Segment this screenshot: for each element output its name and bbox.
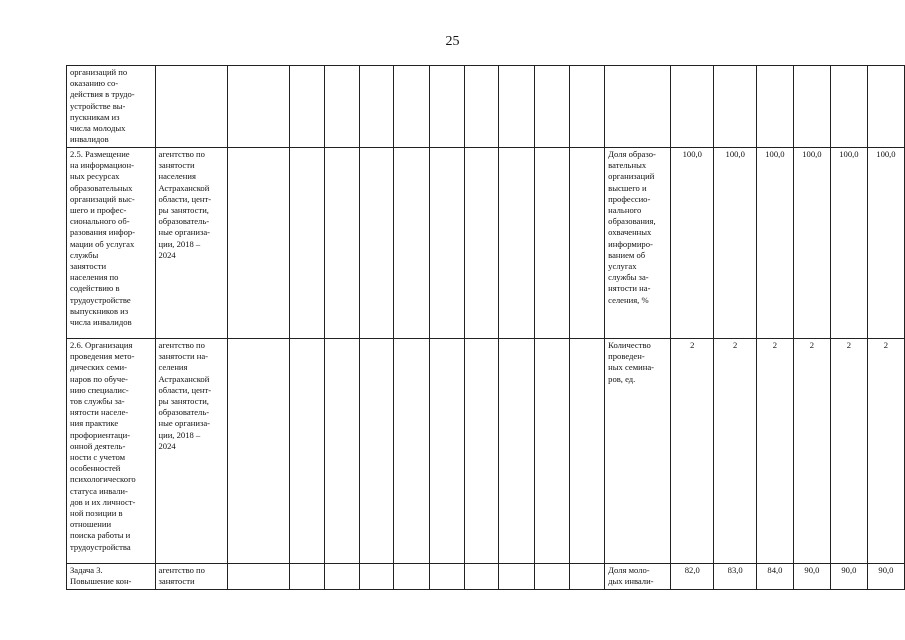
empty-cell xyxy=(394,148,429,339)
empty-cell xyxy=(325,564,359,590)
value-cell: 90,0 xyxy=(867,564,904,590)
empty-cell xyxy=(499,66,534,148)
empty-cell xyxy=(290,339,325,564)
value-cell: 2 xyxy=(671,339,714,564)
empty-cell xyxy=(325,339,359,564)
empty-cell xyxy=(359,66,393,148)
empty-cell xyxy=(394,66,429,148)
indicator-cell: Доля моло- дых инвали- xyxy=(605,564,671,590)
activity-name-cell: Задача 3. Повышение кон- xyxy=(67,564,156,590)
empty-cell xyxy=(464,66,498,148)
empty-cell xyxy=(534,339,569,564)
table-row xyxy=(67,66,905,148)
empty-cell xyxy=(534,564,569,590)
empty-cell xyxy=(464,148,498,339)
empty-cell xyxy=(569,339,604,564)
empty-cell xyxy=(499,564,534,590)
value-cell: 100,0 xyxy=(671,148,714,339)
value-cell: 100,0 xyxy=(793,148,830,339)
table-row xyxy=(67,564,905,590)
value-cell xyxy=(671,66,714,148)
value-cell: 2 xyxy=(756,339,793,564)
activity-name-cell: 2.6. Организация проведения мето- дических семи- наров по обуче- нию специалис- тов службы за- нятости населе- ния практике профориентаци- онной деятель- ности с учетом особенностей психологического статуса инвали- дов и их личност- ной позиции в отношении поиска работы и трудоустройства xyxy=(67,339,156,564)
empty-cell xyxy=(499,339,534,564)
empty-cell xyxy=(290,66,325,148)
value-cell: 100,0 xyxy=(867,148,904,339)
empty-cell xyxy=(569,564,604,590)
table-row xyxy=(67,339,905,564)
empty-cell xyxy=(359,339,393,564)
value-cell: 2 xyxy=(793,339,830,564)
empty-cell xyxy=(359,564,393,590)
empty-cell xyxy=(394,339,429,564)
empty-cell xyxy=(325,66,359,148)
empty-cell xyxy=(429,564,464,590)
value-cell xyxy=(867,66,904,148)
executors-cell xyxy=(155,66,228,148)
value-cell: 83,0 xyxy=(714,564,756,590)
empty-cell xyxy=(290,148,325,339)
empty-cell xyxy=(429,339,464,564)
value-cell: 100,0 xyxy=(714,148,756,339)
value-cell: 2 xyxy=(867,339,904,564)
table-row xyxy=(67,148,905,339)
executors-cell: агентство по занятости на- селения Астраханской области, цент- ры занятости, образователь- ные организа- ции, 2018 – 2024 xyxy=(155,339,228,564)
value-cell xyxy=(714,66,756,148)
page-number: 25 xyxy=(445,34,460,49)
value-cell: 90,0 xyxy=(793,564,830,590)
empty-cell xyxy=(290,564,325,590)
empty-cell xyxy=(228,564,290,590)
value-cell: 84,0 xyxy=(756,564,793,590)
empty-cell xyxy=(228,339,290,564)
empty-cell xyxy=(464,339,498,564)
empty-cell xyxy=(569,148,604,339)
empty-cell xyxy=(569,66,604,148)
value-cell: 2 xyxy=(714,339,756,564)
empty-cell xyxy=(429,66,464,148)
empty-cell xyxy=(534,148,569,339)
empty-cell xyxy=(228,148,290,339)
empty-cell xyxy=(429,148,464,339)
empty-cell xyxy=(464,564,498,590)
indicator-cell: Количество проведен- ных семина- ров, ед. xyxy=(605,339,671,564)
empty-cell xyxy=(359,148,393,339)
value-cell: 90,0 xyxy=(830,564,867,590)
empty-cell xyxy=(534,66,569,148)
value-cell: 82,0 xyxy=(671,564,714,590)
value-cell xyxy=(756,66,793,148)
empty-cell xyxy=(394,564,429,590)
activity-name-cell: 2.5. Размещение на информацион- ных ресурсах образовательных организаций выс- шего и профес- сионального об- разования инфор- мации об услугах службы занятости населения по содействию в трудоустройстве выпускников из числа инвалидов xyxy=(67,148,156,339)
value-cell xyxy=(830,66,867,148)
empty-cell xyxy=(228,66,290,148)
program-table xyxy=(66,65,905,590)
value-cell: 100,0 xyxy=(756,148,793,339)
executors-cell: агентство по занятости xyxy=(155,564,228,590)
value-cell: 100,0 xyxy=(830,148,867,339)
empty-cell xyxy=(325,148,359,339)
value-cell xyxy=(793,66,830,148)
value-cell: 2 xyxy=(830,339,867,564)
indicator-cell xyxy=(605,66,671,148)
indicator-cell: Доля образо- вательных организаций высшего и профессио- нального образования, охваченных информиро- ванием об услугах службы за- нятости на- селения, % xyxy=(605,148,671,339)
executors-cell: агентство по занятости населения Астраханской области, цент- ры занятости, образователь- ные организа- ции, 2018 – 2024 xyxy=(155,148,228,339)
empty-cell xyxy=(499,148,534,339)
activity-name-cell: организаций по оказанию со- действия в трудо- устройстве вы- пускникам из числа молодых инвалидов xyxy=(67,66,156,148)
